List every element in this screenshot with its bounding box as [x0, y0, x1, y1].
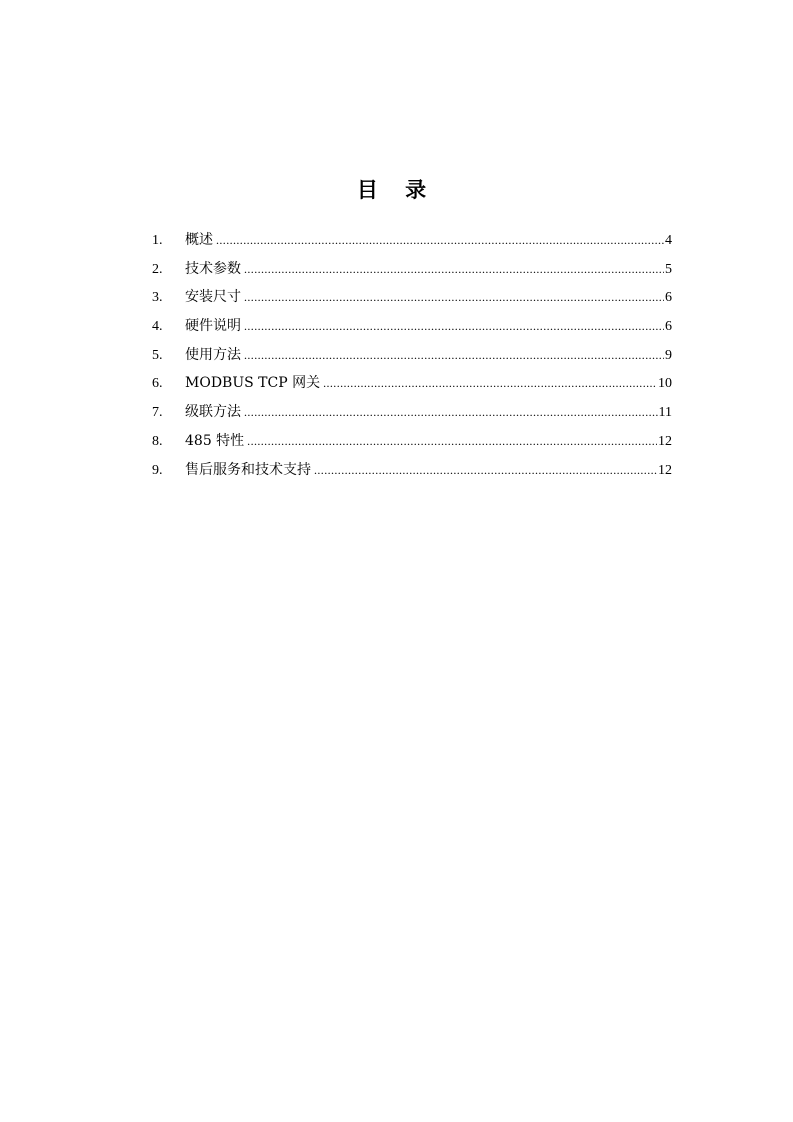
toc-leader-dots: [323, 369, 657, 398]
toc-leader-dots: [244, 341, 664, 370]
toc-entry[interactable]: [152, 226, 672, 255]
toc-entry-label: 概述: [185, 232, 213, 248]
toc-entry[interactable]: [152, 398, 672, 427]
toc-entry-page: 11: [658, 405, 672, 421]
toc-entry-number: 6.: [152, 376, 163, 392]
toc-entry-page: 5: [665, 261, 672, 277]
toc-list: [152, 226, 672, 484]
toc-entry-number: 3.: [152, 290, 163, 306]
toc-entry[interactable]: [152, 283, 672, 312]
toc-entry[interactable]: [152, 369, 672, 398]
toc-entry-page: 4: [665, 233, 672, 248]
toc-entry-page: 12: [658, 462, 672, 478]
toc-entry-page: 6: [665, 319, 672, 335]
toc-entry-label: 售后服务和技术支持: [185, 461, 311, 478]
toc-entry[interactable]: [152, 427, 672, 456]
toc-leader-dots: [244, 255, 664, 284]
toc-leader-dots: [244, 398, 658, 427]
toc-title: 目 录: [356, 178, 437, 202]
toc-entry-number: 5.: [152, 347, 163, 363]
toc-entry[interactable]: [152, 341, 672, 370]
toc-entry[interactable]: [152, 255, 672, 284]
toc-entry-number: 4.: [152, 319, 163, 335]
toc-entry-number: 2.: [152, 261, 163, 277]
toc-leader-dots: [244, 283, 664, 312]
toc-entry-label: 级联方法: [185, 404, 241, 421]
toc-entry-label: 技术参数: [185, 260, 241, 277]
toc-entry-page: 9: [665, 347, 672, 363]
toc-entry-label: 使用方法: [185, 346, 241, 363]
toc-entry-number: 8.: [152, 433, 163, 449]
toc-leader-dots: [314, 456, 657, 485]
toc-entry-number: 1.: [152, 233, 163, 248]
toc-entry-label: MODBUS TCP 网关: [185, 375, 321, 392]
toc-entry[interactable]: [152, 456, 672, 485]
toc-entry-label: 安装尺寸: [185, 289, 241, 306]
toc-leader-dots: [247, 427, 657, 456]
toc-entry[interactable]: [152, 312, 672, 341]
toc-entry-number: 9.: [152, 462, 163, 478]
toc-leader-dots: [216, 226, 664, 255]
toc-entry-label: 硬件说明: [185, 318, 241, 335]
toc-entry-page: 6: [665, 290, 672, 306]
toc-entry-number: 7.: [152, 405, 163, 421]
toc-entry-label: 485 特性: [185, 432, 245, 449]
toc-leader-dots: [244, 312, 664, 341]
toc-entry-page: 12: [658, 433, 672, 449]
toc-entry-page: 10: [658, 376, 672, 392]
